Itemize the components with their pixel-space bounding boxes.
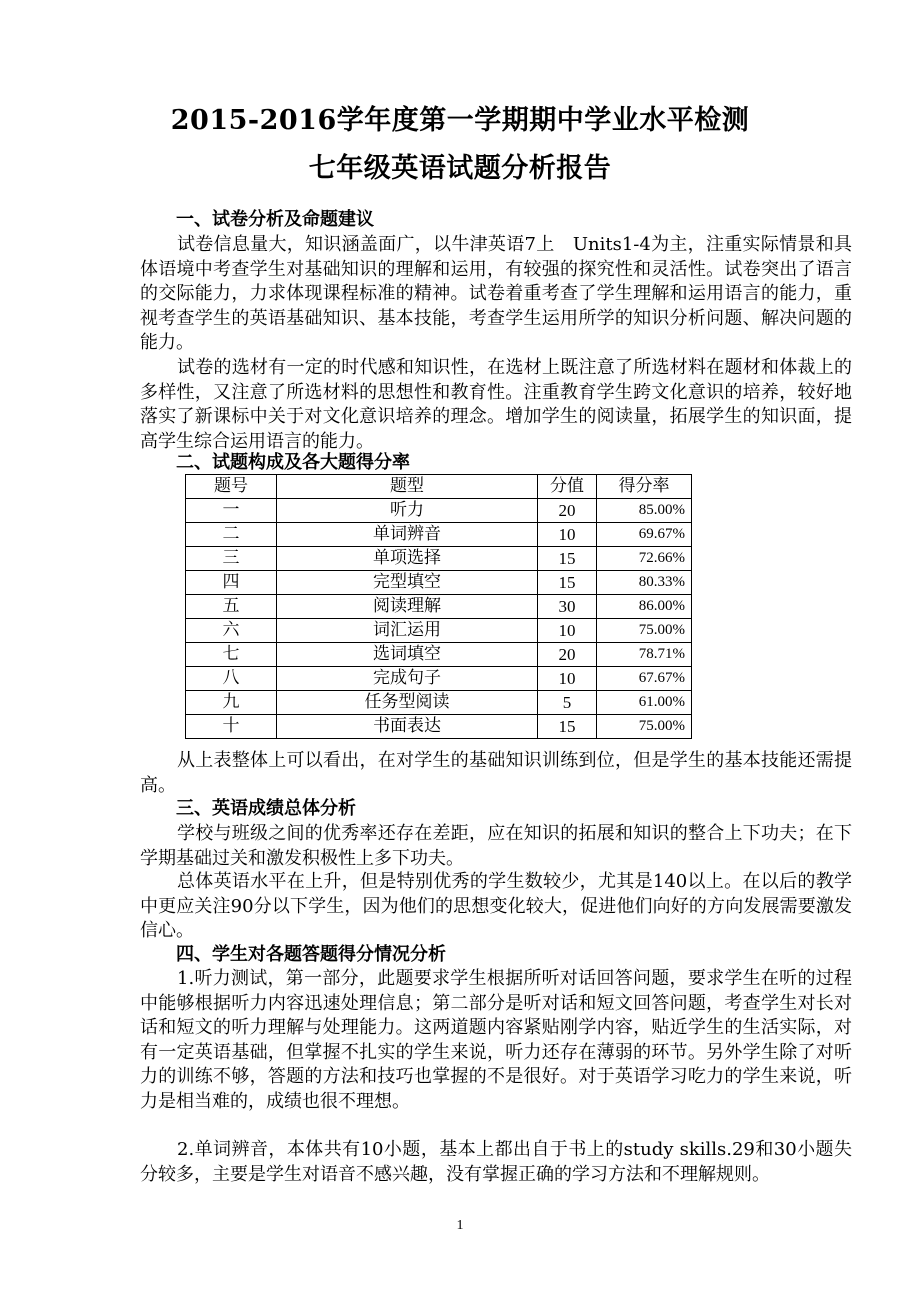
question-score: 15 — [538, 547, 597, 571]
section3-paragraph-2: 总体英语水平在上升，但是特别优秀的学生数较少，尤其是140以上。在以后的教学中更应关注90分以下学生，因为他们的思想变化较大，促进他们向好的方向发展需要激发信心。 — [140, 871, 852, 941]
section4-paragraph-1: 1.听力测试，第一部分，此题要求学生根据所听对话回答问题，要求学生在听的过程中能够根据听力内容迅速处理信息；第二部分是听对话和短文回答问题，考查学生对长对话和短文的听力理解与处理能力。这两道题内容紧贴刚学内容，贴近学生的生活实际，对有一定英语基础，但掌握不扎实的学生来说，听力还存在薄弱的环节。另外学生除了对听力的训练不够，答题的方法和技巧也掌握的不是很好。对于英语学习吃力的学生来说，听力是相当难的，成绩也很不理想。 — [140, 968, 852, 1112]
score-rate: 72.66% — [597, 547, 692, 571]
question-type: 阅读理解 — [277, 595, 538, 619]
table-row — [186, 571, 692, 595]
table-row — [186, 643, 692, 667]
question-score: 10 — [538, 619, 597, 643]
question-number: 八 — [186, 667, 277, 691]
score-rate: 67.67% — [597, 667, 692, 691]
question-type: 单词辨音 — [277, 523, 538, 547]
table-row — [186, 667, 692, 691]
question-score: 10 — [538, 523, 597, 547]
score-table — [185, 474, 692, 739]
section2-heading: 二、试题构成及各大题得分率 — [176, 452, 410, 473]
table-summary: 从上表整体上可以看出，在对学生的基础知识训练到位，但是学生的基本技能还需提高。 — [140, 750, 852, 796]
document-title: 2015-2016学年度第一学期期中学业水平检测 — [170, 105, 750, 136]
question-number: 四 — [186, 571, 277, 595]
question-type: 听力 — [277, 499, 538, 523]
question-type: 完成句子 — [277, 667, 538, 691]
question-number: 二 — [186, 523, 277, 547]
table-row — [186, 715, 692, 739]
score-rate: 78.71% — [597, 643, 692, 667]
table-header-row — [186, 475, 692, 499]
section3-paragraph-1: 学校与班级之间的优秀率还存在差距，应在知识的拓展和知识的整合上下功夫；在下学期基础过关和激发积极性上多下功夫。 — [140, 823, 852, 869]
table-row — [186, 523, 692, 547]
score-rate: 75.00% — [597, 715, 692, 739]
section1-heading: 一、试卷分析及命题建议 — [176, 209, 374, 230]
question-score: 20 — [538, 643, 597, 667]
table-header-cell: 分值 — [538, 475, 597, 499]
question-score: 15 — [538, 571, 597, 595]
question-type: 单项选择 — [277, 547, 538, 571]
question-score: 20 — [538, 499, 597, 523]
question-score: 5 — [538, 691, 597, 715]
table-header-cell: 题号 — [186, 475, 277, 499]
table-row — [186, 547, 692, 571]
question-type: 选词填空 — [277, 643, 538, 667]
question-type: 词汇运用 — [277, 619, 538, 643]
score-rate: 86.00% — [597, 595, 692, 619]
question-number: 六 — [186, 619, 277, 643]
question-score: 15 — [538, 715, 597, 739]
score-rate: 85.00% — [597, 499, 692, 523]
question-type: 完型填空 — [277, 571, 538, 595]
table-row — [186, 691, 692, 715]
table-row — [186, 619, 692, 643]
question-type: 书面表达 — [277, 715, 538, 739]
table-row — [186, 499, 692, 523]
score-rate: 69.67% — [597, 523, 692, 547]
score-rate: 75.00% — [597, 619, 692, 643]
score-rate: 80.33% — [597, 571, 692, 595]
section4-heading: 四、学生对各题答题得分情况分析 — [176, 944, 446, 965]
question-number: 五 — [186, 595, 277, 619]
question-number: 一 — [186, 499, 277, 523]
document-subtitle: 七年级英语试题分析报告 — [308, 153, 612, 184]
question-number: 三 — [186, 547, 277, 571]
question-type: 任务型阅读 — [277, 691, 538, 715]
question-number: 七 — [186, 643, 277, 667]
section1-paragraph-2: 试卷的选材有一定的时代感和知识性，在选材上既注意了所选材料在题材和体裁上的多样性，又注意了所选材料的思想性和教育性。注重教育学生跨文化意识的培养，较好地落实了新课标中关于对文化意识培养的理念。增加学生的阅读量，拓展学生的知识面，提高学生综合运用语言的能力。 — [140, 357, 852, 452]
question-score: 30 — [538, 595, 597, 619]
section3-heading: 三、英语成绩总体分析 — [176, 798, 356, 819]
question-number: 九 — [186, 691, 277, 715]
table-row — [186, 595, 692, 619]
table-header-cell: 题型 — [277, 475, 538, 499]
page-number: 1 — [456, 1218, 464, 1233]
score-rate: 61.00% — [597, 691, 692, 715]
section4-paragraph-2: 2.单词辨音，本体共有10小题，基本上都出自于书上的study skills.29和30小题失分较多，主要是学生对语音不感兴趣，没有掌握正确的学习方法和不理解规则。 — [140, 1139, 852, 1185]
section1-paragraph-1: 试卷信息量大，知识涵盖面广，以牛津英语7上 Units1-4为主，注重实际情景和具体语境中考查学生对基础知识的理解和运用，有较强的探究性和灵活性。试卷突出了语言的交际能力，力求体现课程标准的精神。试卷着重考查了学生理解和运用语言的能力，重视考查学生的英语基础知识、基本技能，考查学生运用所学的知识分析问题、解决问题的能力。 — [140, 234, 852, 353]
table-header-cell: 得分率 — [597, 475, 692, 499]
question-number: 十 — [186, 715, 277, 739]
question-score: 10 — [538, 667, 597, 691]
